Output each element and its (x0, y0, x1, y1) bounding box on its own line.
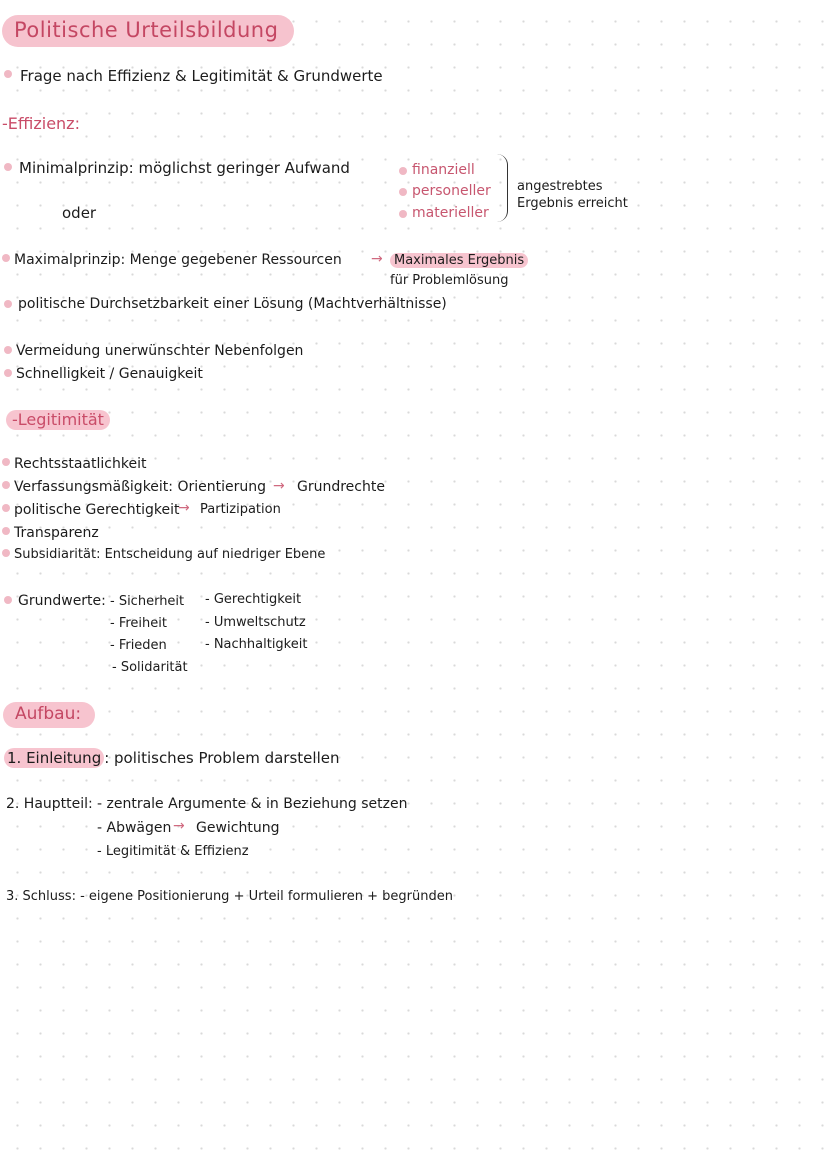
transparenz-text: Transparenz (14, 525, 99, 541)
oder-text: oder (62, 204, 97, 222)
gerechtigkeit-text: politische Gerechtigkeit (14, 502, 180, 518)
step2-item: - Abwägen (97, 820, 172, 836)
bullet-dot (4, 300, 12, 308)
intro-text: Frage nach Effizienz & Legitimität & Grundwerte (20, 67, 383, 85)
step3-text: 3. Schluss: - eigene Positionierung + Urteil formulieren + begründen (6, 889, 453, 904)
bullet-dot (2, 254, 10, 262)
grundwerte-label: Grundwerte: (18, 593, 106, 609)
step2-item: - Legitimität & Effizienz (97, 844, 249, 859)
bullet-dot (4, 596, 12, 604)
vermeidung-text: Vermeidung unerwünschter Nebenfolgen (16, 343, 304, 359)
grundwert-item: - Gerechtigkeit (205, 592, 302, 607)
minimalprinzip-text: Minimalprinzip: möglichst geringer Aufwand (19, 159, 350, 177)
curly-brace-icon (497, 154, 508, 222)
arrow-right-icon: → (371, 251, 383, 267)
step2-label: 2. Hauptteil: (6, 796, 93, 812)
arrow-right-icon: → (173, 818, 185, 834)
grundwert-item: - Sicherheit (110, 594, 185, 609)
grundwert-item: - Solidarität (112, 660, 188, 675)
step1-text: : politisches Problem darstellen (104, 749, 340, 767)
step1-highlight: 1. Einleitung (4, 748, 104, 768)
arrow-right-icon: → (273, 478, 285, 494)
maximalprinzip-text: Maximalprinzip: Menge gegebener Ressourcen (14, 252, 342, 268)
subsidiaritaet-text: Subsidiarität: Entscheidung auf niedriger Ebene (14, 547, 326, 562)
bullet-dot (4, 369, 12, 377)
grundwert-item: - Umweltschutz (205, 615, 306, 630)
durchsetzbarkeit-text: politische Durchsetzbarkeit einer Lösung (Machtverhältnisse) (18, 296, 447, 312)
arrow-right-icon: → (178, 500, 190, 516)
section-effizienz-heading: -Effizienz: (2, 114, 80, 133)
bullet-dot (399, 210, 407, 218)
aufwand-materieller: materieller (412, 205, 489, 221)
bullet-dot (4, 70, 12, 78)
section-aufbau-heading: Aufbau: (3, 702, 95, 728)
maximal-result: Maximales Ergebnis (390, 253, 528, 268)
maximal-result-sub: für Problemlösung (390, 273, 509, 288)
result-line-2: Ergebnis erreicht (517, 196, 628, 211)
gerechtigkeit-target: Partizipation (200, 502, 281, 517)
bullet-dot (2, 481, 10, 489)
step2-arrow-target: Gewichtung (196, 820, 280, 836)
grundwert-item: - Nachhaltigkeit (205, 637, 308, 652)
bullet-dot (4, 346, 12, 354)
bullet-dot (399, 188, 407, 196)
schnelligkeit-text: Schnelligkeit / Genauigkeit (16, 366, 203, 382)
aufwand-finanziell: finanziell (412, 162, 475, 178)
verfassung-target: Grundrechte (297, 479, 385, 495)
grundwert-item: - Frieden (110, 638, 167, 653)
step1-label (4, 751, 339, 766)
bullet-dot (2, 504, 10, 512)
grundwert-item: - Freiheit (110, 616, 167, 631)
bullet-dot (4, 163, 12, 171)
verfassung-text: Verfassungsmäßigkeit: Orientierung (14, 479, 266, 495)
result-line-1: angestrebtes (517, 179, 603, 194)
section-legitimitaet-heading: -Legitimität (6, 410, 110, 430)
bullet-dot (399, 167, 407, 175)
bullet-dot (2, 527, 10, 535)
aufwand-personeller: personeller (412, 183, 491, 199)
bullet-dot (2, 458, 10, 466)
page-title: Politische Urteilsbildung (2, 15, 294, 47)
step2-item: - zentrale Argumente & in Beziehung setzen (97, 796, 408, 812)
bullet-dot (2, 549, 10, 557)
rechtsstaat-text: Rechtsstaatlichkeit (14, 456, 147, 472)
